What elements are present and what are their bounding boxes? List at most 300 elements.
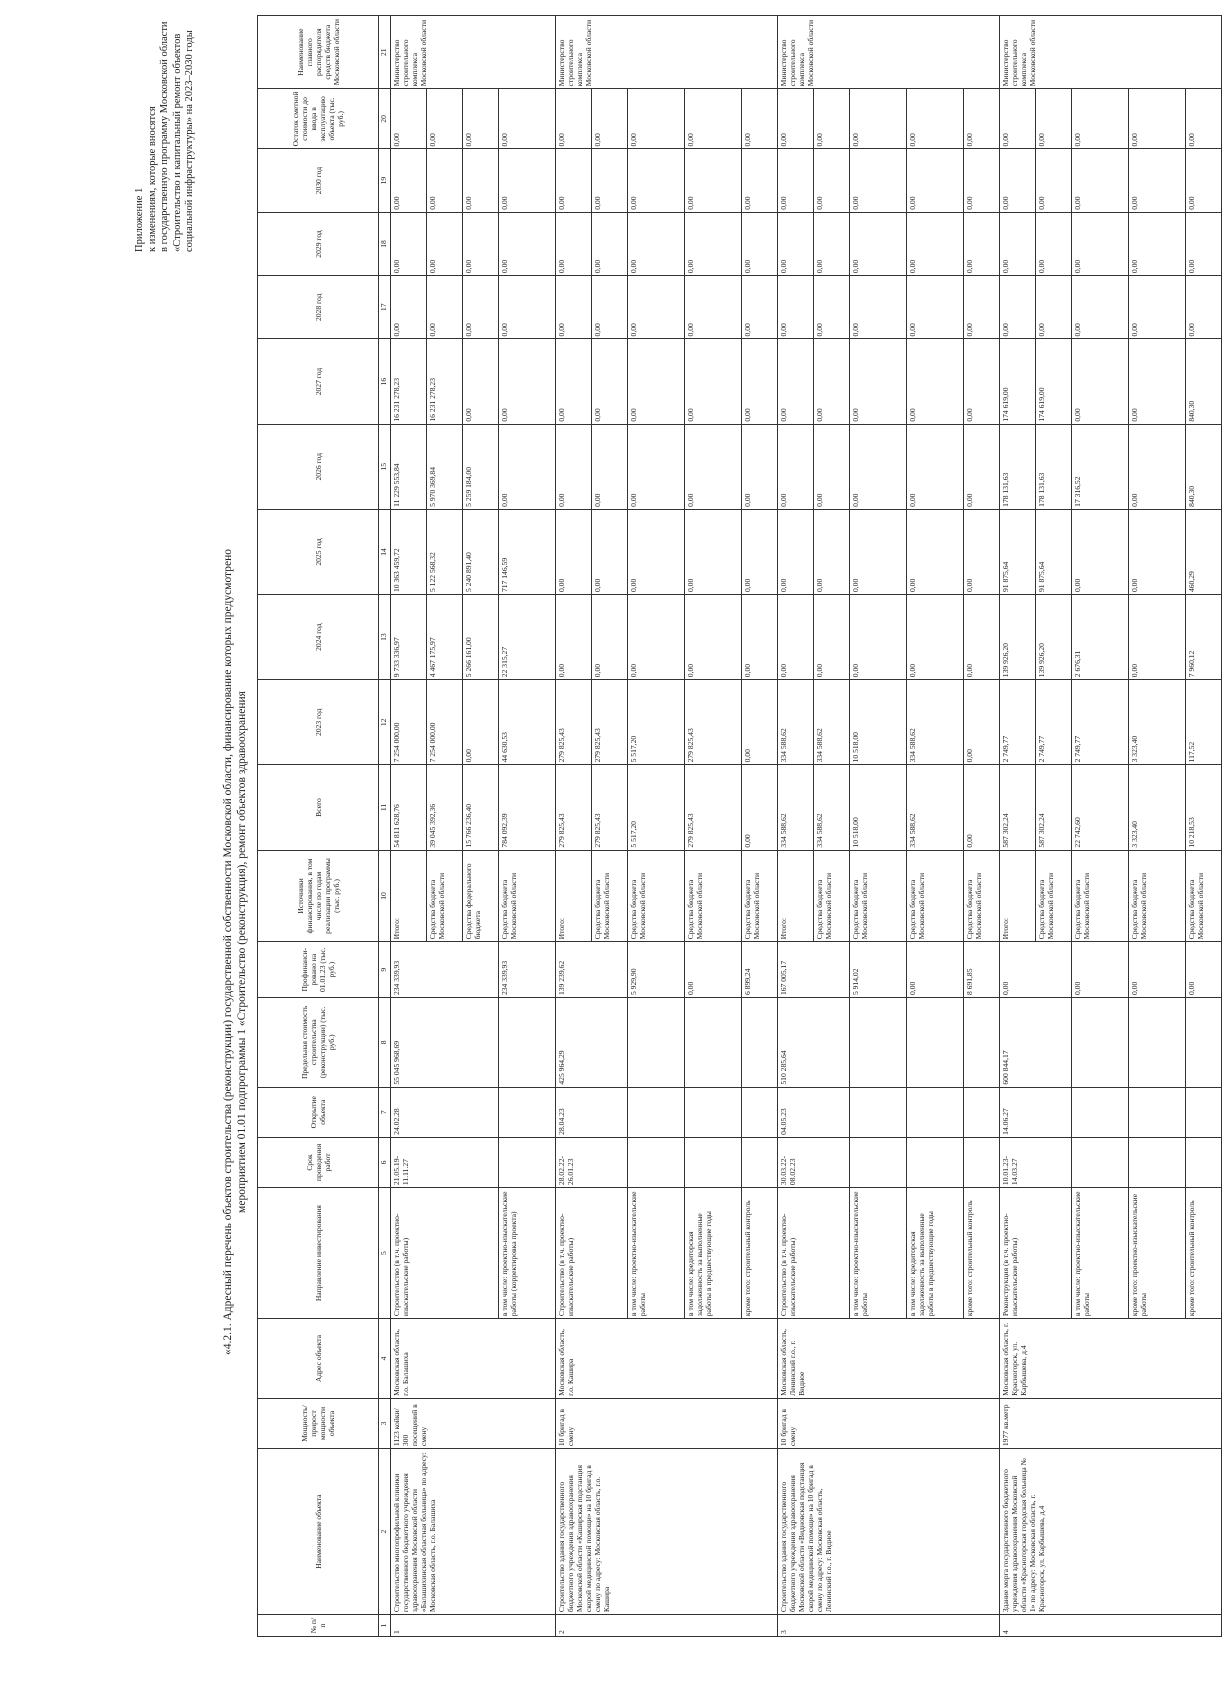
amount-cell: 0,00: [427, 89, 463, 149]
amount-cell: 0,00: [907, 89, 964, 149]
amount-cell: 279 825,43: [592, 680, 628, 765]
object-address: Московская область, г.о. Балашиха: [391, 1319, 556, 1399]
column-number: 3: [379, 1398, 391, 1448]
amount-cell: 0,00: [1000, 212, 1036, 275]
funding-source: Средства бюджета Московской области: [685, 850, 742, 942]
amount-cell: 0,00: [1129, 339, 1186, 424]
appendix-note: [134, 2, 197, 252]
amount-cell: 0,00: [1036, 212, 1072, 275]
empty-cell: [1129, 1137, 1186, 1187]
object-opening: 14.06.27: [1000, 1087, 1072, 1137]
header-cell: Профинанси-ровано на 01.01.23 (тыс. руб.): [258, 942, 379, 998]
sub-financed: 5 929,90: [628, 942, 685, 998]
amount-cell: 0,00: [592, 149, 628, 212]
amount-cell: 0,00: [592, 339, 628, 424]
sub-financed: 6 899,24: [742, 942, 778, 998]
amount-cell: 0,00: [499, 339, 556, 424]
amount-cell: 5 970 369,84: [427, 424, 463, 509]
amount-cell: 0,00: [964, 339, 1000, 424]
empty-cell: [742, 998, 778, 1088]
funding-source: Итого:: [556, 850, 592, 942]
object-row: [391, 16, 427, 1637]
amount-cell: 0,00: [685, 212, 742, 275]
amount-cell: 0,00: [850, 89, 907, 149]
amount-cell: 0,00: [1186, 276, 1222, 339]
funding-source: Средства бюджета Московской области: [592, 850, 628, 942]
title-line: «4.2.1. Адресный перечень объектов строительства (реконструкции) государственной собственности Московской области, финансирование которых предусмотрено: [222, 549, 234, 1355]
amount-cell: 0,00: [628, 595, 685, 680]
column-number-row: [379, 16, 391, 1637]
amount-cell: 0,00: [742, 339, 778, 424]
amount-cell: 0,00: [628, 424, 685, 509]
amount-cell: 10 218,53: [1186, 765, 1222, 850]
header-cell: Источники финансирования, в том числе по годам реализации программы (тыс. руб.): [258, 850, 379, 942]
header-cell: Наименование объекта: [258, 1449, 379, 1615]
header-row: [258, 16, 379, 1637]
amount-cell: 7 254 000,00: [391, 680, 427, 765]
amount-cell: 334 588,62: [814, 680, 850, 765]
amount-cell: 0,00: [814, 424, 850, 509]
sub-financed: 0,00: [1186, 942, 1222, 998]
amount-cell: 0,00: [907, 149, 964, 212]
amount-cell: 0,00: [499, 276, 556, 339]
header-cell: Направление инвестирования: [258, 1188, 379, 1319]
amount-cell: 0,00: [499, 89, 556, 149]
financed-amount: 234 339,93: [391, 942, 499, 998]
investment-direction: Строительство (в т.ч. проектно-изыскательские работы): [778, 1188, 850, 1319]
empty-cell: [499, 1087, 556, 1137]
empty-cell: [499, 998, 556, 1088]
amount-cell: 0,00: [499, 212, 556, 275]
column-number: 8: [379, 998, 391, 1088]
amount-cell: 44 630,53: [499, 680, 556, 765]
limit-cost: 55 045 968,69: [391, 998, 499, 1088]
amount-cell: 0,00: [964, 509, 1000, 594]
amount-cell: 11 229 553,84: [391, 424, 427, 509]
amount-cell: 0,00: [1072, 149, 1129, 212]
amount-cell: 0,00: [814, 89, 850, 149]
sub-direction: в том числе: проектно-изыскательские работы: [628, 1188, 685, 1319]
amount-cell: 0,00: [1000, 149, 1036, 212]
amount-cell: 0,00: [427, 212, 463, 275]
column-number: 17: [379, 276, 391, 339]
amount-cell: 0,00: [850, 339, 907, 424]
column-number: 5: [379, 1188, 391, 1319]
amount-cell: 0,00: [778, 212, 814, 275]
amount-cell: 334 588,62: [778, 765, 814, 850]
amount-cell: 10 363 459,72: [391, 509, 427, 594]
empty-cell: [1072, 1087, 1129, 1137]
object-capacity: 10 бригад в смену: [778, 1398, 1000, 1448]
amount-cell: 0,00: [814, 509, 850, 594]
sub-direction: кроме того: строительный контроль: [964, 1188, 1000, 1319]
amount-cell: 22 315,27: [499, 595, 556, 680]
object-row: [1000, 16, 1036, 1637]
amount-cell: 0,00: [964, 276, 1000, 339]
funding-source: Средства бюджета Московской области: [1129, 850, 1186, 942]
limit-cost: 425 964,29: [556, 998, 628, 1088]
amount-cell: 279 825,43: [592, 765, 628, 850]
object-capacity: 1977 кв.метр: [1000, 1398, 1222, 1448]
sub-direction: в том числе: проектно-изыскательские работы: [1072, 1188, 1129, 1319]
funding-source: Средства бюджета Московской области: [850, 850, 907, 942]
amount-cell: 0,00: [778, 424, 814, 509]
header-cell: Наименование главного распорядителя средств бюджета Московской области: [258, 16, 379, 89]
column-number: 18: [379, 212, 391, 275]
header-cell: Адрес объекта: [258, 1319, 379, 1399]
amount-cell: 0,00: [685, 595, 742, 680]
amount-cell: 0,00: [427, 149, 463, 212]
appendix-line: Приложение 1: [134, 187, 145, 252]
amount-cell: 0,00: [850, 509, 907, 594]
sub-direction: в том числе: проектно-изыскательские работы (корректировка проекта): [499, 1188, 556, 1319]
header-cell: 2026 год: [258, 424, 379, 509]
object-number: 3: [778, 1615, 1000, 1637]
amount-cell: 0,00: [685, 339, 742, 424]
sub-direction: кроме того: проектно-изыскательские работы: [1129, 1188, 1186, 1319]
amount-cell: 0,00: [964, 149, 1000, 212]
header-cell: 2027 год: [258, 339, 379, 424]
amount-cell: 5 517,20: [628, 765, 685, 850]
amount-cell: 2 749,77: [1000, 680, 1036, 765]
empty-cell: [1072, 998, 1129, 1088]
amount-cell: 0,00: [391, 89, 427, 149]
empty-cell: [685, 1137, 742, 1187]
sub-financed: 0,00: [1072, 942, 1129, 998]
amount-cell: 139 926,20: [1036, 595, 1072, 680]
column-number: 2: [379, 1449, 391, 1615]
column-number: 20: [379, 89, 391, 149]
object-opening: 24.02.28: [391, 1087, 499, 1137]
amount-cell: 279 825,43: [556, 765, 592, 850]
amount-cell: 0,00: [964, 212, 1000, 275]
empty-cell: [685, 998, 742, 1088]
amount-cell: 5 122 568,32: [427, 509, 463, 594]
amount-cell: 5 259 184,00: [463, 424, 499, 509]
column-number: 21: [379, 16, 391, 89]
amount-cell: 0,00: [1072, 212, 1129, 275]
amount-cell: 0,00: [814, 276, 850, 339]
amount-cell: 0,00: [850, 276, 907, 339]
budget-manager: Министерство строительного комплекса Московской области: [778, 16, 1000, 89]
header-cell: Открытие объекта: [258, 1087, 379, 1137]
amount-cell: 16 231 278,23: [391, 339, 427, 424]
funding-source: Итого:: [391, 850, 427, 942]
amount-cell: 279 825,43: [685, 765, 742, 850]
amount-cell: 0,00: [463, 339, 499, 424]
amount-cell: 5 266 161,00: [463, 595, 499, 680]
amount-cell: 0,00: [463, 89, 499, 149]
amount-cell: 334 588,62: [907, 680, 964, 765]
funding-source: Итого:: [778, 850, 814, 942]
header-cell: 2023 год: [258, 680, 379, 765]
amount-cell: 0,00: [1036, 89, 1072, 149]
empty-cell: [742, 1087, 778, 1137]
amount-cell: 0,00: [907, 424, 964, 509]
sub-direction: кроме того: строительный контроль: [1186, 1188, 1222, 1319]
funding-source: Средства бюджета Московской области: [427, 850, 463, 942]
amount-cell: 0,00: [1072, 509, 1129, 594]
sub-financed: 0,00: [685, 942, 742, 998]
empty-cell: [1129, 998, 1186, 1088]
empty-cell: [964, 1087, 1000, 1137]
header-cell: 2029 год: [258, 212, 379, 275]
budget-manager: Министерство строительного комплекса Московской области: [556, 16, 778, 89]
amount-cell: 178 131,63: [1000, 424, 1036, 509]
object-number: 2: [556, 1615, 778, 1637]
amount-cell: 9 733 336,97: [391, 595, 427, 680]
amount-cell: 0,00: [907, 212, 964, 275]
funding-source: Итого:: [1000, 850, 1036, 942]
amount-cell: 0,00: [1129, 424, 1186, 509]
amount-cell: 5 240 891,40: [463, 509, 499, 594]
amount-cell: 0,00: [1129, 509, 1186, 594]
amount-cell: 0,00: [778, 276, 814, 339]
amount-cell: 0,00: [556, 424, 592, 509]
amount-cell: 0,00: [1129, 276, 1186, 339]
financed-amount: 0,00: [1000, 942, 1072, 998]
amount-cell: 0,00: [1129, 595, 1186, 680]
amount-cell: 0,00: [850, 595, 907, 680]
amount-cell: 3 323,40: [1129, 765, 1186, 850]
empty-cell: [1186, 998, 1222, 1088]
appendix-line: в государственную программу Московской области: [159, 21, 170, 252]
amount-cell: 0,00: [814, 212, 850, 275]
title-line: мероприятием 01.01 подпрограммы 1 «Строительство (реконструкция), ремонт объектов здравоохранения: [235, 691, 248, 1213]
document-title: [222, 327, 249, 1577]
funding-source: Средства федерального бюджета: [463, 850, 499, 942]
object-opening: 04.05.23: [778, 1087, 850, 1137]
amount-cell: 0,00: [463, 149, 499, 212]
amount-cell: 0,00: [964, 595, 1000, 680]
empty-cell: [850, 1137, 907, 1187]
amount-cell: 54 811 628,76: [391, 765, 427, 850]
appendix-line: к изменениям, которые вносятся: [146, 106, 158, 252]
amount-cell: 0,00: [1129, 89, 1186, 149]
amount-cell: 0,00: [964, 765, 1000, 850]
amount-cell: 587 302,24: [1000, 765, 1036, 850]
amount-cell: 460,29: [1186, 509, 1222, 594]
empty-cell: [1129, 1087, 1186, 1137]
funding-source: Средства бюджета Московской области: [742, 850, 778, 942]
amount-cell: 22 742,60: [1072, 765, 1129, 850]
amount-cell: 0,00: [592, 89, 628, 149]
column-number: 9: [379, 942, 391, 998]
object-name: Строительство здания государственного бюджетного учреждения здравоохранения Московской области «Видновская подстанция скорой медицинской помощи» на 10 бригад в смену по адресу: Московская область, Ленинский г.о., г. Видное: [778, 1449, 1000, 1615]
amount-cell: 0,00: [1186, 89, 1222, 149]
object-number: 1: [391, 1615, 556, 1637]
amount-cell: 10 518,00: [850, 680, 907, 765]
amount-cell: 0,00: [1072, 339, 1129, 424]
empty-cell: [1186, 1137, 1222, 1187]
amount-cell: 10 518,00: [850, 765, 907, 850]
amount-cell: 0,00: [1036, 276, 1072, 339]
financed-amount: 167 005,17: [778, 942, 850, 998]
amount-cell: 17 316,52: [1072, 424, 1129, 509]
empty-cell: [499, 1137, 556, 1187]
amount-cell: 0,00: [685, 276, 742, 339]
funding-source: Средства бюджета Московской области: [907, 850, 964, 942]
amount-cell: 7 960,12: [1186, 595, 1222, 680]
amount-cell: 7 254 000,00: [427, 680, 463, 765]
investment-direction: Строительство (в т.ч. проектно-изыскательские работы): [556, 1188, 628, 1319]
amount-cell: 0,00: [685, 89, 742, 149]
limit-cost: 600 844,17: [1000, 998, 1072, 1088]
object-number: 4: [1000, 1615, 1222, 1637]
object-name: Строительство многопрофильной клиники государственного бюджетного учреждения здравоохранения Московской области «Балашихинская областная больница» по адресу: Московская область, г.о. Балашиха: [391, 1449, 556, 1615]
empty-cell: [1186, 1087, 1222, 1137]
amount-cell: 91 875,64: [1036, 509, 1072, 594]
amount-cell: 840,30: [1186, 339, 1222, 424]
funding-source: Средства бюджета Московской области: [1036, 850, 1072, 942]
amount-cell: 139 926,20: [1000, 595, 1036, 680]
amount-cell: 0,00: [628, 149, 685, 212]
amount-cell: 0,00: [592, 424, 628, 509]
amount-cell: 0,00: [499, 149, 556, 212]
amount-cell: 0,00: [907, 339, 964, 424]
amount-cell: 0,00: [463, 212, 499, 275]
amount-cell: 0,00: [742, 424, 778, 509]
amount-cell: 840,30: [1186, 424, 1222, 509]
sub-financed: 5 914,02: [850, 942, 907, 998]
amount-cell: 39 045 392,36: [427, 765, 463, 850]
amount-cell: 0,00: [742, 765, 778, 850]
amount-cell: 0,00: [742, 149, 778, 212]
amount-cell: 0,00: [742, 509, 778, 594]
object-capacity: 10 бригад в смену: [556, 1398, 778, 1448]
sub-financed: 8 691,85: [964, 942, 1000, 998]
amount-cell: 178 131,63: [1036, 424, 1072, 509]
amount-cell: 0,00: [1129, 149, 1186, 212]
funding-source: Средства бюджета Московской области: [628, 850, 685, 942]
amount-cell: 0,00: [685, 424, 742, 509]
empty-cell: [628, 998, 685, 1088]
header-cell: 2028 год: [258, 276, 379, 339]
amount-cell: 0,00: [556, 212, 592, 275]
object-address: Московская область, г.о. Кашира: [556, 1319, 778, 1399]
work-term: 21.05.19- 11.11.27: [391, 1137, 499, 1187]
amount-cell: 0,00: [778, 339, 814, 424]
amount-cell: 0,00: [556, 276, 592, 339]
amount-cell: 5 517,20: [628, 680, 685, 765]
amount-cell: 279 825,43: [685, 680, 742, 765]
work-term: 30.03.22- 08.02.23: [778, 1137, 850, 1187]
header-cell: Срок проведения работ: [258, 1137, 379, 1187]
amount-cell: 174 619,00: [1036, 339, 1072, 424]
column-number: 7: [379, 1087, 391, 1137]
empty-cell: [685, 1087, 742, 1137]
amount-cell: 0,00: [850, 212, 907, 275]
address-list-table: [257, 15, 1222, 1637]
amount-cell: 0,00: [778, 595, 814, 680]
object-row: [556, 16, 592, 1637]
object-capacity: 1123 койки/ 300 посещений в смену: [391, 1398, 556, 1448]
amount-cell: 0,00: [1186, 149, 1222, 212]
column-number: 10: [379, 850, 391, 942]
amount-cell: 334 588,62: [778, 680, 814, 765]
empty-cell: [628, 1087, 685, 1137]
amount-cell: 0,00: [1072, 89, 1129, 149]
empty-cell: [964, 1137, 1000, 1187]
sub-financed: 234 339,93: [499, 942, 556, 998]
amount-cell: 0,00: [964, 424, 1000, 509]
work-term: 10.01.23- 14.03.27: [1000, 1137, 1072, 1187]
sub-direction: в том числе: кредиторская задолженность за выполненные работы в предшествующие годы: [685, 1188, 742, 1319]
amount-cell: 0,00: [742, 595, 778, 680]
funding-source: Средства бюджета Московской области: [1186, 850, 1222, 942]
amount-cell: 0,00: [592, 212, 628, 275]
amount-cell: 0,00: [907, 509, 964, 594]
column-number: 19: [379, 149, 391, 212]
column-number: 12: [379, 680, 391, 765]
column-number: 1: [379, 1615, 391, 1637]
amount-cell: 334 588,62: [907, 765, 964, 850]
header-cell: Остаток сметной стоимости до ввода в эксплуатацию объекта (тыс. руб.): [258, 89, 379, 149]
amount-cell: 0,00: [1036, 149, 1072, 212]
amount-cell: 0,00: [592, 595, 628, 680]
amount-cell: 16 231 278,23: [427, 339, 463, 424]
amount-cell: 0,00: [556, 509, 592, 594]
header-cell: Всего: [258, 765, 379, 850]
amount-cell: 0,00: [742, 680, 778, 765]
sub-financed: 0,00: [1129, 942, 1186, 998]
empty-cell: [964, 998, 1000, 1088]
amount-cell: 2 749,77: [1036, 680, 1072, 765]
amount-cell: 0,00: [907, 595, 964, 680]
amount-cell: 0,00: [685, 509, 742, 594]
amount-cell: 15 766 236,40: [463, 765, 499, 850]
amount-cell: 0,00: [628, 509, 685, 594]
empty-cell: [907, 998, 964, 1088]
amount-cell: 0,00: [592, 276, 628, 339]
amount-cell: 587 302,24: [1036, 765, 1072, 850]
budget-manager: Министерство строительного комплекса Московской области: [1000, 16, 1222, 89]
amount-cell: 0,00: [391, 212, 427, 275]
amount-cell: 0,00: [907, 276, 964, 339]
amount-cell: 0,00: [964, 680, 1000, 765]
amount-cell: 0,00: [592, 509, 628, 594]
amount-cell: 0,00: [1129, 212, 1186, 275]
amount-cell: 0,00: [778, 509, 814, 594]
amount-cell: 0,00: [850, 424, 907, 509]
object-address: Московская область, Ленинский г.о., г. Видное: [778, 1319, 1000, 1399]
amount-cell: 717 146,59: [499, 509, 556, 594]
column-number: 11: [379, 765, 391, 850]
amount-cell: 0,00: [463, 276, 499, 339]
object-name: Строительство здания государственного бюджетного учреждения здравоохранения Московской области «Каширская подстанция скорой медицинской помощи» на 10 бригад в смену по адресу: Московская область, г.о. Кашира: [556, 1449, 778, 1615]
amount-cell: 0,00: [742, 276, 778, 339]
amount-cell: 0,00: [391, 149, 427, 212]
amount-cell: 0,00: [685, 149, 742, 212]
header-cell: Предельная стоимость строительства (реконструкции) (тыс. руб.): [258, 998, 379, 1088]
object-row: [778, 16, 814, 1637]
column-number: 14: [379, 509, 391, 594]
work-term: 28.02.22- 26.01.23: [556, 1137, 628, 1187]
object-opening: 28.04.23: [556, 1087, 628, 1137]
empty-cell: [850, 998, 907, 1088]
amount-cell: 0,00: [742, 212, 778, 275]
funding-source: Средства бюджета Московской области: [1072, 850, 1129, 942]
column-number: 13: [379, 595, 391, 680]
amount-cell: 3 323,40: [1129, 680, 1186, 765]
amount-cell: 0,00: [1186, 212, 1222, 275]
column-number: 6: [379, 1137, 391, 1187]
amount-cell: 2 749,77: [1072, 680, 1129, 765]
appendix-line: социальной инфраструктуры» на 2023–2030 годы: [184, 30, 195, 252]
amount-cell: 0,00: [850, 149, 907, 212]
object-address: Московская область, г. Красногорск, ул. Карбышева, д.4: [1000, 1319, 1222, 1399]
amount-cell: 334 588,62: [814, 765, 850, 850]
